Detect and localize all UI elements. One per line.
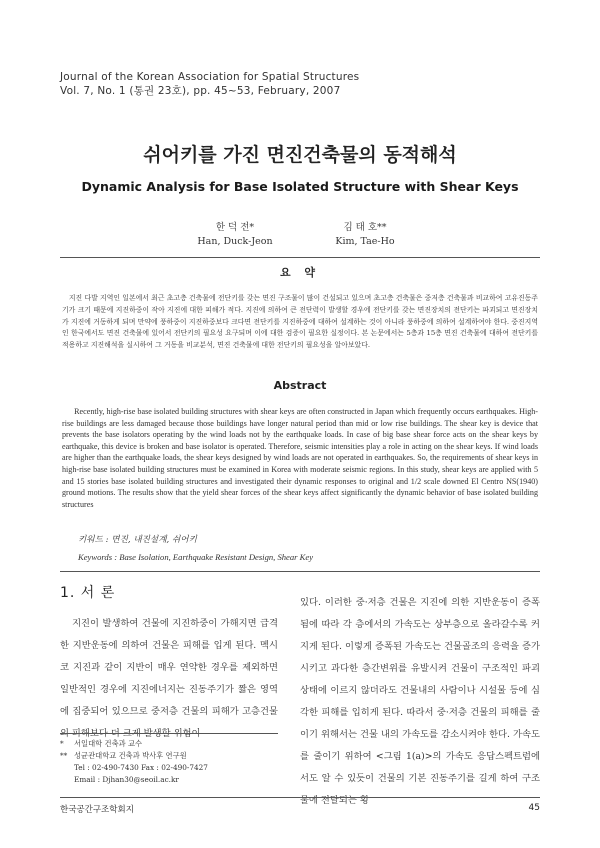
abstract-ko-text: 지진 다발 지역인 일본에서 최근 초고층 건축물에 전단키를 갖는 면진 구조물이 많이 건설되고 있으며 초고층 건축물은 중저층 건축물과 비교하여 고유진동주기가 크기 때문에 지진하중이 작아 지진에 대한 피해가 적다. 지진에 의하여 큰 전단력이 발생할 경우에 전단키를 갖는 면진장치의 전단키는 파괴되고 면진장치가 지진에 거동하게 되며 만약에 풍하중이 지진하중보다 크다면 전단키를 지진하중에 대하여 설계하는 것이 아니라 풍하중에 의하여 설계하여야 한다. 중진지역인 한국에서도 면진 건축물에 있어서 전단키의 필요성 요구되며 이에 대한 검증이 필요한 실정이다. 본 논문에서는 5층과 15층 면진 건축물에 대하여 전단키를 적용하고 지진해석을 실시하여 그 거동을 비교분석, 면진 건축물에 대한 전단키의 필요성을 알아보았다. (62, 294, 538, 350)
footnote-tel: Tel : 02-490-7430 Fax : 02-490-7427 (74, 763, 208, 772)
keywords-english: Keywords : Base Isolation, Earthquake Resistant Design, Shear Key (78, 552, 314, 562)
footnote-1: * 서일대학 건축과 교수 (60, 739, 143, 748)
footer-divider (60, 797, 540, 798)
abstract-ko-heading: 요 약 (279, 266, 321, 279)
footer-journal-name: 한국공간구조학회지 (60, 805, 134, 815)
abstract-en-heading: Abstract (273, 379, 327, 392)
section-1-left-column: 지진이 발생하여 건물에 지진하중이 가해지면 급격한 지반운동에 의하여 건물은 피해를 입게 된다. 멕시코 지진과 같이 지반이 매우 연약한 경우를 제외하면 일반적인 경우에 지진에너지는 진동주기가 짧은 영역에 집중되어 있으므로 중저층 건물의 피해가 고층건물의 피해보다 더 크게 발생할 위험이 (60, 618, 278, 739)
page-number: 45 (528, 803, 540, 813)
paper-title-korean: 쉬어키를 가진 면진건축물의 동적해석 (143, 144, 457, 166)
author-1 (170, 221, 300, 249)
footnote-email: Email : Djhan30@seoil.ac.kr (74, 775, 179, 784)
divider-top (60, 257, 540, 258)
author-2 (300, 221, 430, 249)
keywords-block (78, 532, 538, 566)
divider-bottom (60, 571, 540, 572)
paper-title-english: Dynamic Analysis for Base Isolated Structure with Shear Keys (81, 179, 519, 194)
author-1-name-en: Han, Duck-Jeon (197, 236, 273, 247)
footnotes (60, 738, 280, 786)
journal-name: Journal of the Korean Association for Spatial Structures (60, 71, 360, 83)
footnote-divider (60, 733, 278, 734)
keywords-korean: 키워드 : 면진, 내진설계, 쉬어키 (78, 535, 197, 545)
journal-header (60, 70, 359, 98)
footnote-2: ** 성균관대학교 건축과 박사후 연구원 (60, 751, 187, 760)
author-1-name-ko: 한 덕 전* (215, 222, 255, 233)
section-1-title: 1. 서 론 (60, 585, 116, 601)
journal-volume: Vol. 7, No. 1 (통권 23호), pp. 45~53, February, 2007 (60, 85, 341, 97)
abstract-en-text: Recently, high-rise base isolated building structures with shear keys are often constructed in Japan which frequently occurs earthquakes. High-rise buildings are less damaged because those buildings have longer natural period than mid or low rise buildings. The shear key is device that prevents the base isolators operating by the wind loads not by the earthquake loads. In case of big base shear force acts on the shear keys by earthquake, this device is broken and base isolator is operated. Therefore, seismic intensities play a role in acting on the shear keys. If wind loads are higher than the earthquake loads, the shear keys designed by wind loads are not operated in earthquakes. So, the requirements of shear keys in high-rise base isolated building structures must be examined in Korea with moderate seismic regions. In this study, shear keys are applied with 5 and 15 stories base isolated building structures and investigated their dynamic responses to original and 1/2 scale downed El Centro NS(1940) ground motions. The results show that the yield shear forces of the shear keys affect significantly the dynamic behavior of base isolated building structures (62, 407, 538, 509)
author-2-name-en: Kim, Tae-Ho (335, 236, 395, 247)
author-2-name-ko: 김 태 호** (343, 222, 387, 233)
section-1-right-column: 있다. 이러한 중·저층 건물은 지진에 의한 지반운동이 증폭됨에 따라 각 층에서의 가속도는 상부층으로 올라갈수록 커지게 된다. 이렇게 증폭된 가속도는 건물골조의 응력을 증가시키고 과다한 층간변위를 유발시켜 건물이 구조적인 파괴 상태에 이르지 않더라도 건물내의 사람이나 시설물 등에 심각한 피해를 입히게 된다. 따라서 중·저층 건물의 피해를 줄이기 위해서는 건물 내의 가속도를 감소시켜야 한다. 가속도를 줄이기 위하여 <그림 1(a)>의 가속도 응답스펙트럼에서도 알 수 있듯이 건물의 기본 진동주기를 길게 하여 구조물에 전달되는 횡 (300, 597, 540, 806)
